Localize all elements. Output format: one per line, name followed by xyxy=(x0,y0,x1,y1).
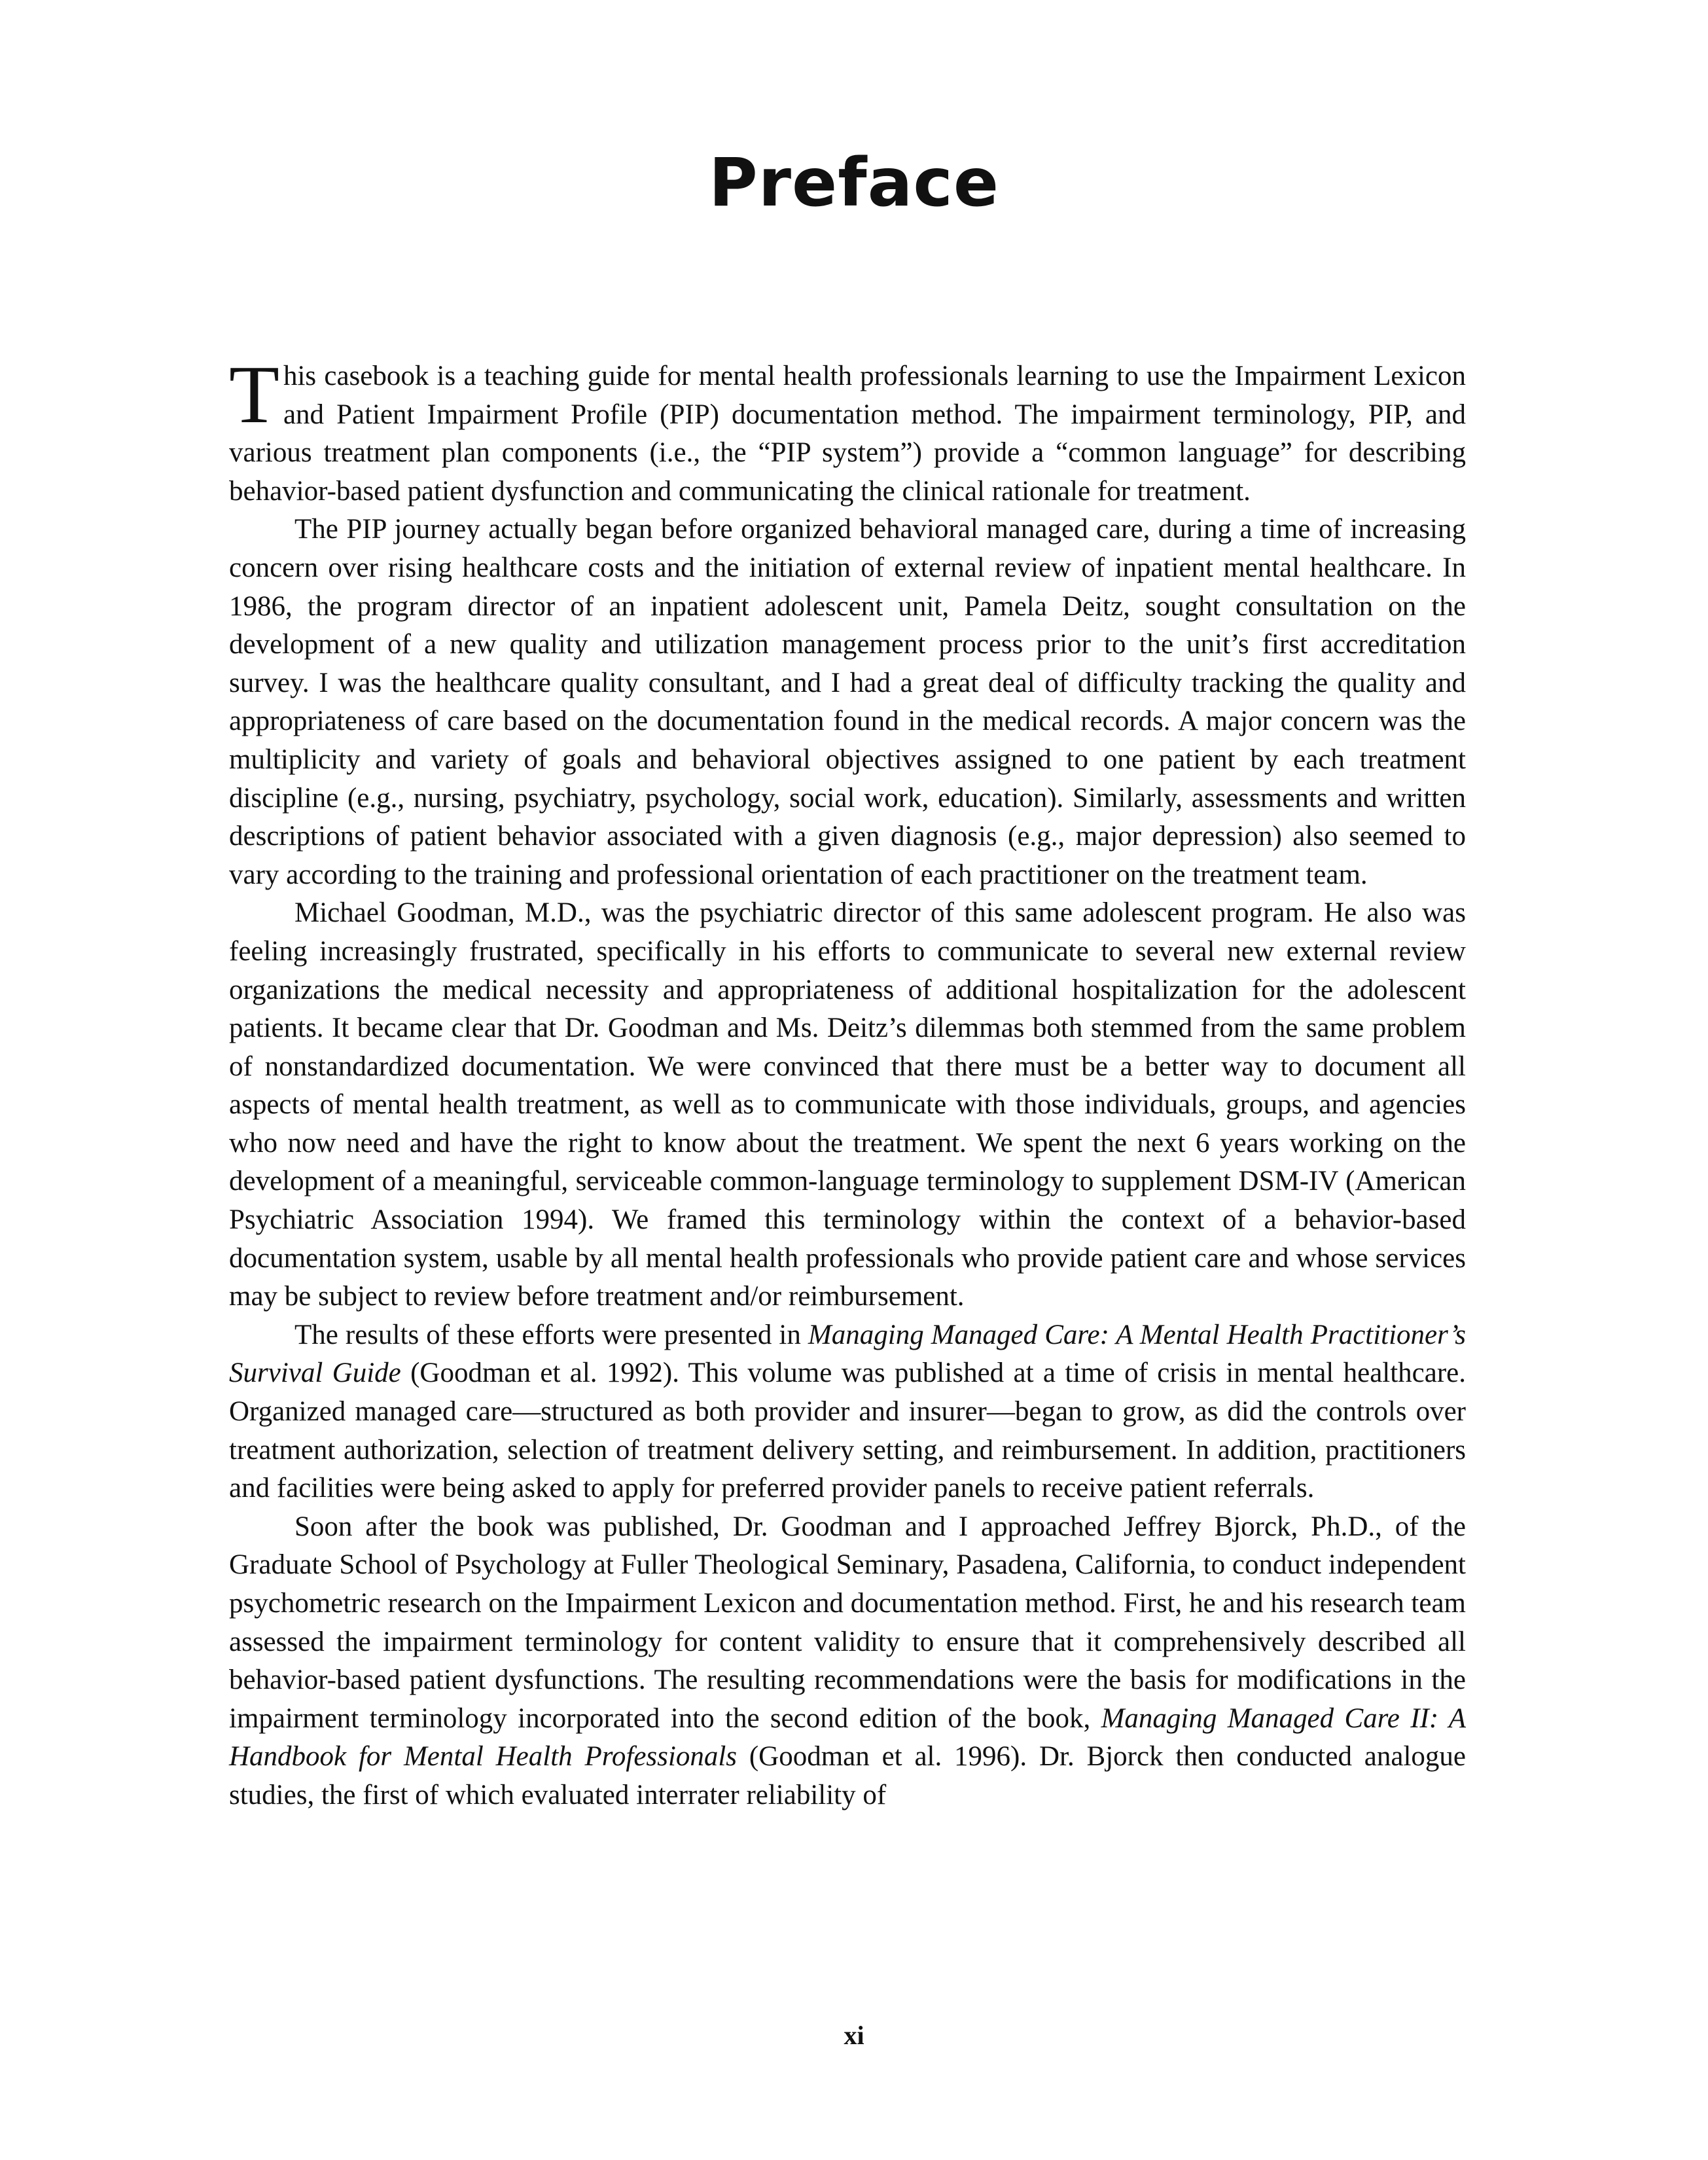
paragraph-3: Michael Goodman, M.D., was the psychiatric director of this same adolescent program. He also was feeling increasingly frustrated, specifically in his efforts to communicate to several new external review organizations the medical necessity and appropriateness of additional hospitalization for the adolescent patients. It became clear that Dr. Goodman and Ms. Deitz’s dilemmas both stemmed from the same problem of nonstandardized documentation. We were convinced that there must be a better way to document all aspects of mental health treatment, as well as to communicate with those individuals, groups, and agencies who now need and have the right to know about the treatment. We spent the next 6 years working on the development of a meaningful, serviceable common-language terminology to supplement DSM-IV (American Psychiatric Association 1994). We framed this terminology within the context of a behavior-based documentation system, usable by all mental health professionals who provide patient care and whose services may be subject to review before treatment and/or reimbursement. xyxy=(229,897,1466,1312)
paragraph-1-text: his casebook is a teaching guide for mental health professionals learning to use the Impairment Lexicon and Patient Impairment Profile (PIP) documentation method. The impairment terminology, PIP, and various treatment plan components (i.e., the “PIP system”) provide a “common language” for describing behavior-based patient dysfunction and communicating the clinical rationale for treatment. xyxy=(229,361,1466,507)
book-title-1992: Managing Managed Care: A Mental Health Practitioner’s Survival Guide xyxy=(229,1319,1466,1389)
preface-body xyxy=(229,350,1467,1815)
paragraph-4 xyxy=(229,1316,1466,1508)
page-title: Preface xyxy=(708,144,1000,222)
paragraph-2: The PIP journey actually began before organized behavioral managed care, during a time of increasing concern over rising healthcare costs and the initiation of external review of inpatient mental healthcare. In 1986, the program director of an inpatient adolescent unit, Pamela Deitz, sought consultation on the development of a new quality and utilization management process prior to the unit’s first accreditation survey. I was the healthcare quality consultant, and I had a great deal of difficulty tracking the quality and appropriateness of care based on the documentation found in the medical records. A major concern was the multiplicity and variety of goals and behavioral objectives assigned to one patient by each treatment discipline (e.g., nursing, psychiatry, psychology, social work, education). Similarly, assessments and written descriptions of patient behavior associated with a given diagnosis (e.g., major depression) also seemed to vary according to the training and professional orientation of each practitioner on the treatment team. xyxy=(229,514,1466,890)
paragraph-1 xyxy=(229,350,1466,511)
page-number: xi xyxy=(844,2021,864,2050)
paragraph-5-rest: (Goodman et al. 1996). Dr. Bjorck then conducted analogue studies, the first of which evaluated interrater reliability of xyxy=(229,1741,1466,1810)
book-title-1996: Managing Managed Care II: A Handbook for Mental Health Professionals xyxy=(229,1702,1467,1773)
paragraph-5 xyxy=(229,1508,1466,1815)
drop-cap: T xyxy=(229,350,279,441)
paragraph-4-lead: The results of these efforts were presented in xyxy=(294,1319,808,1350)
paragraph-5-lead: Soon after the book was published, Dr. Goodman and I approached Jeffrey Bjorck, Ph.D., of the Graduate School of Psychology at Fuller Theological Seminary, Pasadena, California, to conduct independent psychometric research on the Impairment Lexicon and documentation method. First, he and his research team assessed the impairment terminology for content validity to ensure that it comprehensively described all behavior-based patient dysfunctions. The resulting recommendations were the basis for modifications in the impairment terminology incorporated into the second edition of the book, xyxy=(229,1511,1466,1734)
paragraph-4-rest: (Goodman et al. 1992). This volume was published at a time of crisis in mental healthcare. Organized managed care—structured as both provider and insurer—began to grow, as did the controls over treatment authorization, selection of treatment delivery setting, and reimbursement. In addition, practitioners and facilities were being asked to apply for preferred provider panels to receive patient referrals. xyxy=(229,1358,1466,1504)
